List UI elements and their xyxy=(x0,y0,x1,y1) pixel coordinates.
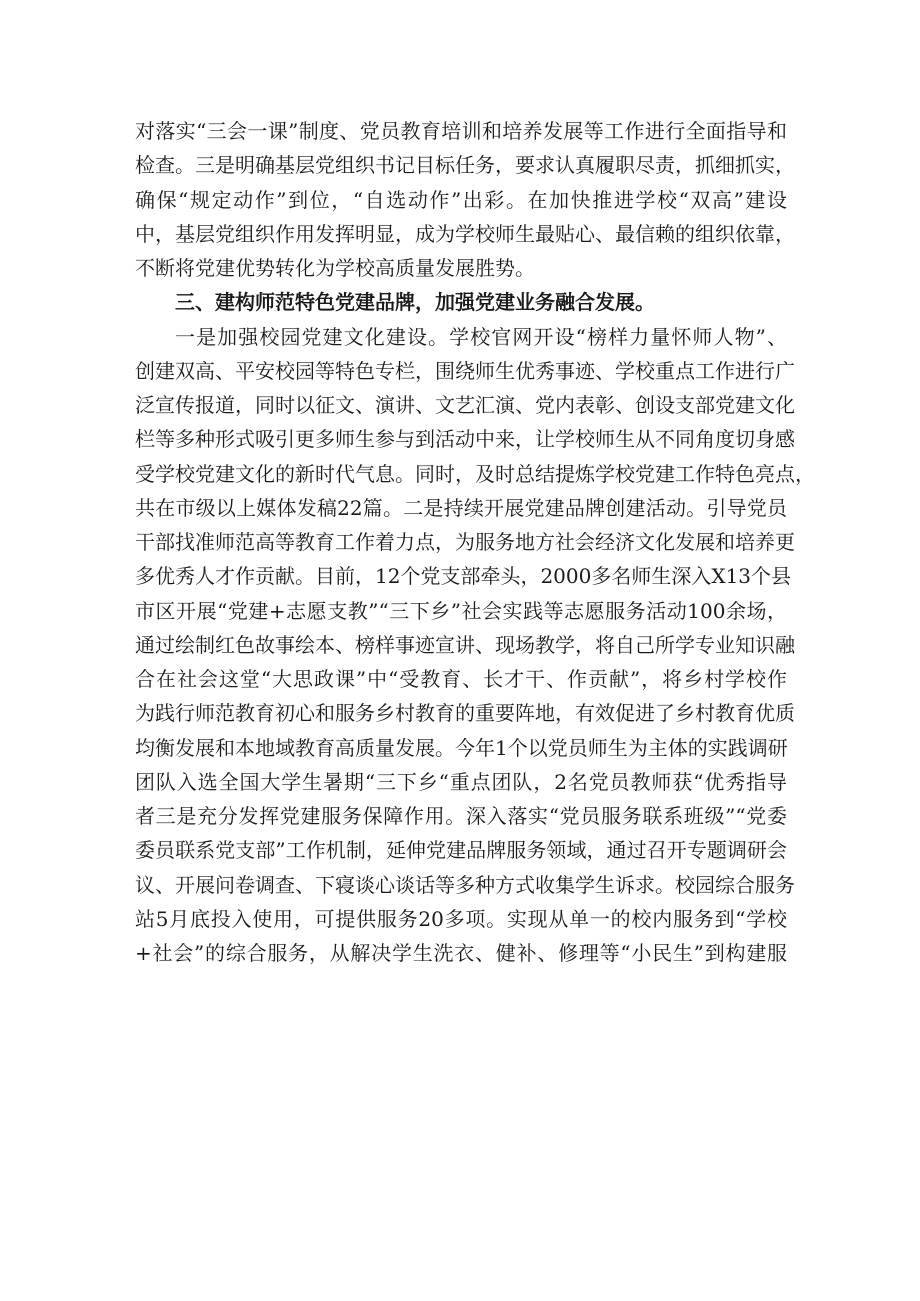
paragraph-line: 栏等多种形式吸引更多师生参与到活动中来，让学校师生从不同角度切身感 xyxy=(135,427,795,452)
paragraph-line: 中，基层党组织作用发挥明显，成为学校师生最贴心、最信赖的组织依靠， xyxy=(135,221,795,246)
section-heading: 三、建构师范特色党建品牌，加强党建业务融合发展。 xyxy=(175,290,655,315)
paragraph-line: 合在社会这堂“大思政课”中“受教育、长才干、作贡献”，将乡村学校作 xyxy=(135,667,787,691)
paragraph-line: 共在市级以上媒体发稿22篇。二是持续开展党建品牌创建活动。引导党员 xyxy=(135,495,787,520)
document-page xyxy=(135,114,815,970)
paragraph-line: 受学校党建文化的新时代气息。同时，及时总结提炼学校党建工作特色亮点， xyxy=(135,461,815,486)
paragraph-line: 一是加强校园党建文化建设。学校官网开设“榜样力量怀师人物”、 xyxy=(175,324,787,349)
paragraph-line: +社会”的综合服务，从解决学生洗衣、健补、修理等“小民生”到构建服 xyxy=(135,941,787,965)
paragraph-line: 均衡发展和本地域教育高质量发展。今年1个以党员师生为主体的实践调研 xyxy=(135,735,788,760)
paragraph-line: 不断将党建优势转化为学校高质量发展胜势。 xyxy=(135,256,535,280)
paragraph-line: 议、开展问卷调查、下寝谈心谈话等多种方式收集学生诉求。校园综合服务 xyxy=(135,872,795,897)
paragraph-line: 为践行师范教育初心和服务乡村教育的重要阵地，有效促进了乡村教育优质 xyxy=(135,701,795,726)
paragraph-line: 团队入选全国大学生暑期“三下乡“重点团队，2名党员教师获“优秀指导 xyxy=(135,769,787,794)
paragraph-line: 通过绘制红色故事绘本、榜样事迹宣讲、现场教学，将自己所学专业知识融 xyxy=(135,632,795,657)
paragraph-2 xyxy=(135,320,815,971)
paragraph-line: 检查。三是明确基层党组织书记目标任务，要求认真履职尽责，抓细抓实， xyxy=(135,153,795,178)
paragraph-line: 委员联系党支部”工作机制，延伸党建品牌服务领域，通过召开专题调研会 xyxy=(135,838,787,863)
paragraph-line: 泛宣传报道，同时以征文、演讲、文艺汇演、党内表彰、创设支部党建文化 xyxy=(135,393,795,417)
paragraph-1 xyxy=(135,114,795,285)
paragraph-line: 者三是充分发挥党建服务保障作用。深入落实“党员服务联系班级”“党委 xyxy=(135,804,787,828)
paragraph-line: 多优秀人才作贡献。目前，12个党支部牵头，2000多名师生深入X13个县 xyxy=(135,564,792,589)
paragraph-line: 干部找准师范高等教育工作着力点，为服务地方社会经济文化发展和培养更 xyxy=(135,530,795,554)
paragraph-line: 站5月底投入使用，可提供服务20多项。实现从单一的校内服务到“学校 xyxy=(135,906,787,931)
paragraph-line: 对落实“三会一课”制度、党员教育培训和培养发展等工作进行全面指导和 xyxy=(135,119,787,143)
paragraph-line: 创建双高、平安校园等特色专栏，围绕师生优秀事迹、学校重点工作进行广 xyxy=(135,358,795,383)
paragraph-line: 确保“规定动作”到位，“自选动作”出彩。在加快推进学校“双高”建设 xyxy=(135,187,787,212)
paragraph-line: 市区开展“党建+志愿支教”“三下乡”社会实践等志愿服务活动100余场， xyxy=(135,598,787,623)
